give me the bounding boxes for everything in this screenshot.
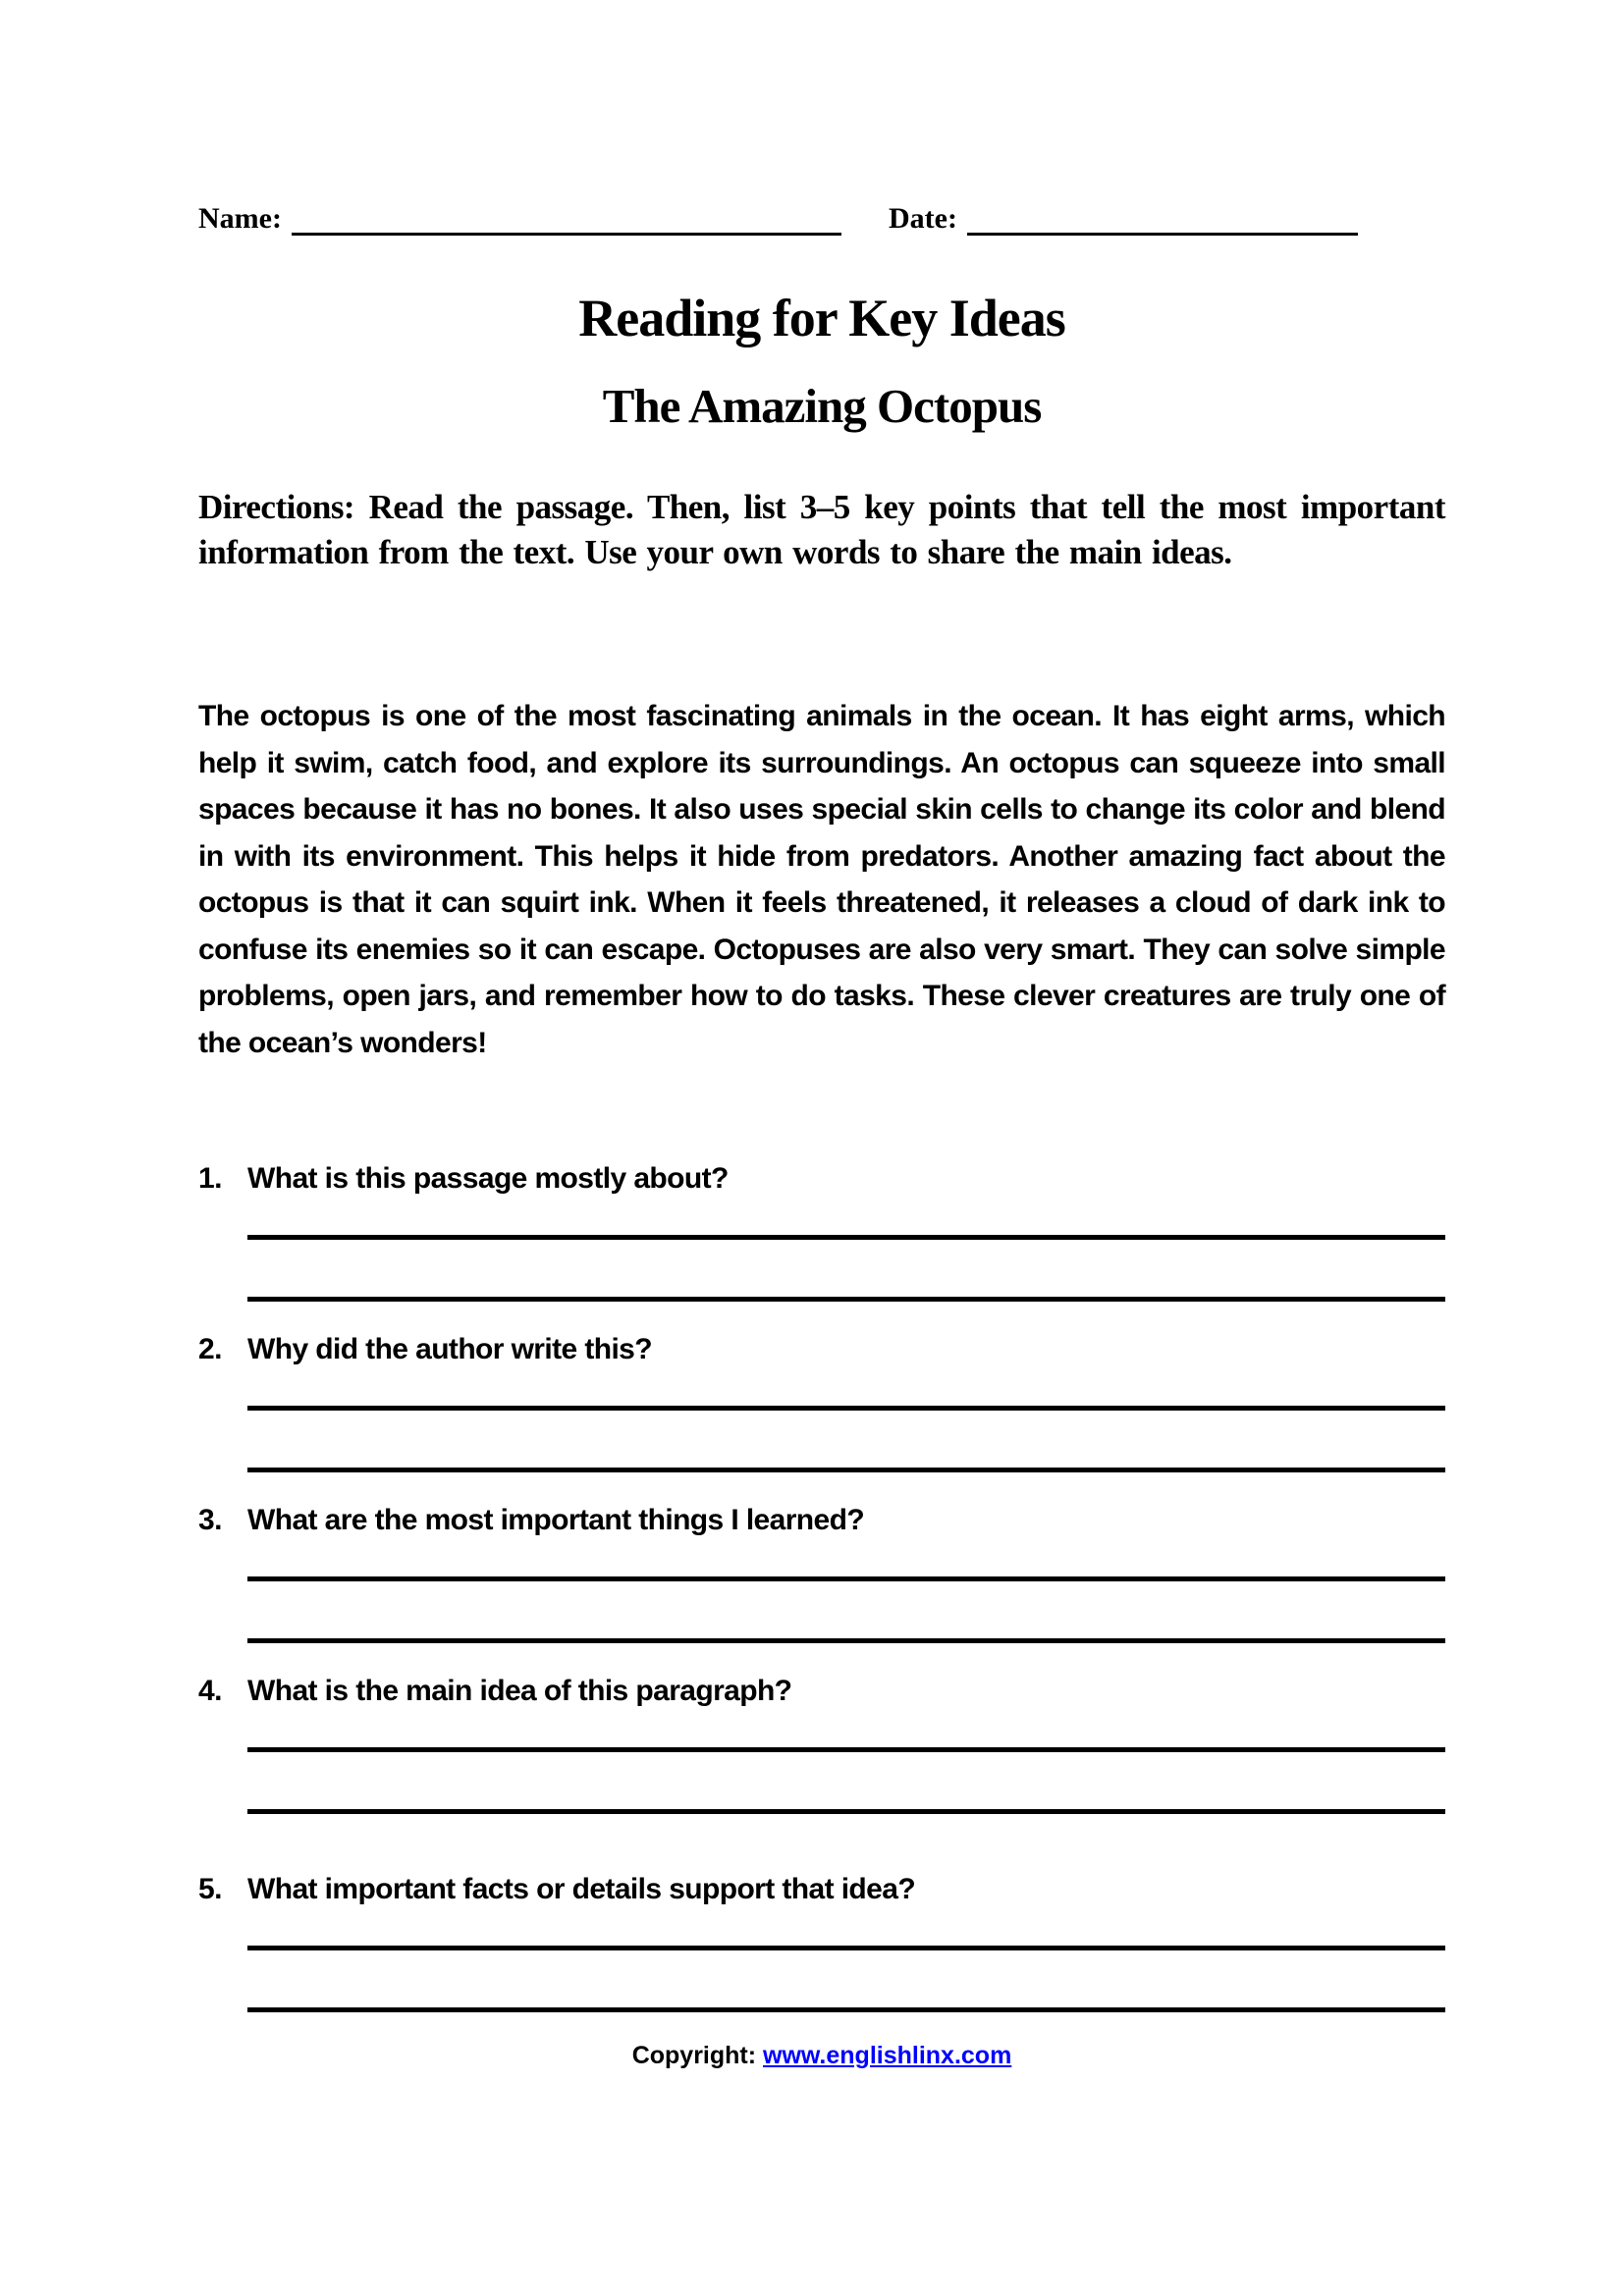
question-text: What is this passage mostly about? — [247, 1162, 729, 1195]
question-text: What is the main idea of this paragraph? — [247, 1675, 792, 1707]
question-row — [198, 1671, 1445, 1712]
worksheet-content — [198, 196, 1445, 2071]
footer — [198, 2040, 1445, 2071]
header-row — [198, 196, 1445, 236]
questions-list — [198, 1158, 1445, 2012]
question-item — [198, 1671, 1445, 1814]
answer-line — [247, 1200, 1445, 1240]
question-number: 5. — [198, 1873, 222, 1905]
worksheet-subtitle: The Amazing Octopus — [602, 379, 1042, 433]
question-number: 3. — [198, 1504, 222, 1536]
answer-line — [247, 1950, 1445, 2012]
answer-line — [247, 1370, 1445, 1411]
question-number: 4. — [198, 1675, 222, 1707]
question-item — [198, 1158, 1445, 1302]
passage-text: The octopus is one of the most fascinating animals in the ocean. It has eight arms, which help it swim, catch food, and explore its surroundings. An octopus can squeeze into small spaces because it has no bones. It also uses special skin cells to change its color and blend in with its environment. This helps it hide from predators. Another amazing fact about the octopus is that it can squirt ink. When it feels threatened, it releases a cloud of dark ink to confuse its enemies so it can escape. Octopuses are also very smart. They can solve simple problems, open jars, and remember how to do tasks. These clever creatures are truly one of the ocean’s wonders! — [198, 700, 1445, 1059]
worksheet-title: Reading for Key Ideas — [578, 289, 1065, 347]
question-row — [198, 1158, 1445, 1200]
copyright-link[interactable]: www.englishlinx.com — [763, 2042, 1012, 2069]
answer-line — [247, 1752, 1445, 1814]
date-label: Date: — [888, 202, 957, 235]
question-number: 1. — [198, 1162, 222, 1195]
question-row — [198, 1500, 1445, 1541]
answer-line — [247, 1712, 1445, 1752]
answer-line — [247, 1910, 1445, 1950]
question-text: What are the most important things I learned? — [247, 1504, 865, 1536]
answer-line — [247, 1581, 1445, 1643]
question-text: Why did the author write this? — [247, 1333, 652, 1365]
question-item — [198, 1869, 1445, 2012]
question-item — [198, 1500, 1445, 1643]
question-row — [198, 1329, 1445, 1370]
date-blank-line — [967, 203, 1358, 236]
answer-line — [247, 1541, 1445, 1581]
directions-text: Directions: Read the passage. Then, list 3–5 key points that tell the most important information from the text. Use your own words to share the main ideas. — [198, 488, 1445, 571]
name-label: Name: — [198, 202, 282, 235]
copyright-label: Copyright: — [631, 2042, 757, 2069]
question-number: 2. — [198, 1333, 222, 1365]
question-item — [198, 1329, 1445, 1472]
answer-line — [247, 1411, 1445, 1472]
answer-line — [247, 1240, 1445, 1302]
question-row — [198, 1869, 1445, 1910]
name-blank-line — [292, 203, 841, 236]
question-text: What important facts or details support that idea? — [247, 1873, 916, 1905]
